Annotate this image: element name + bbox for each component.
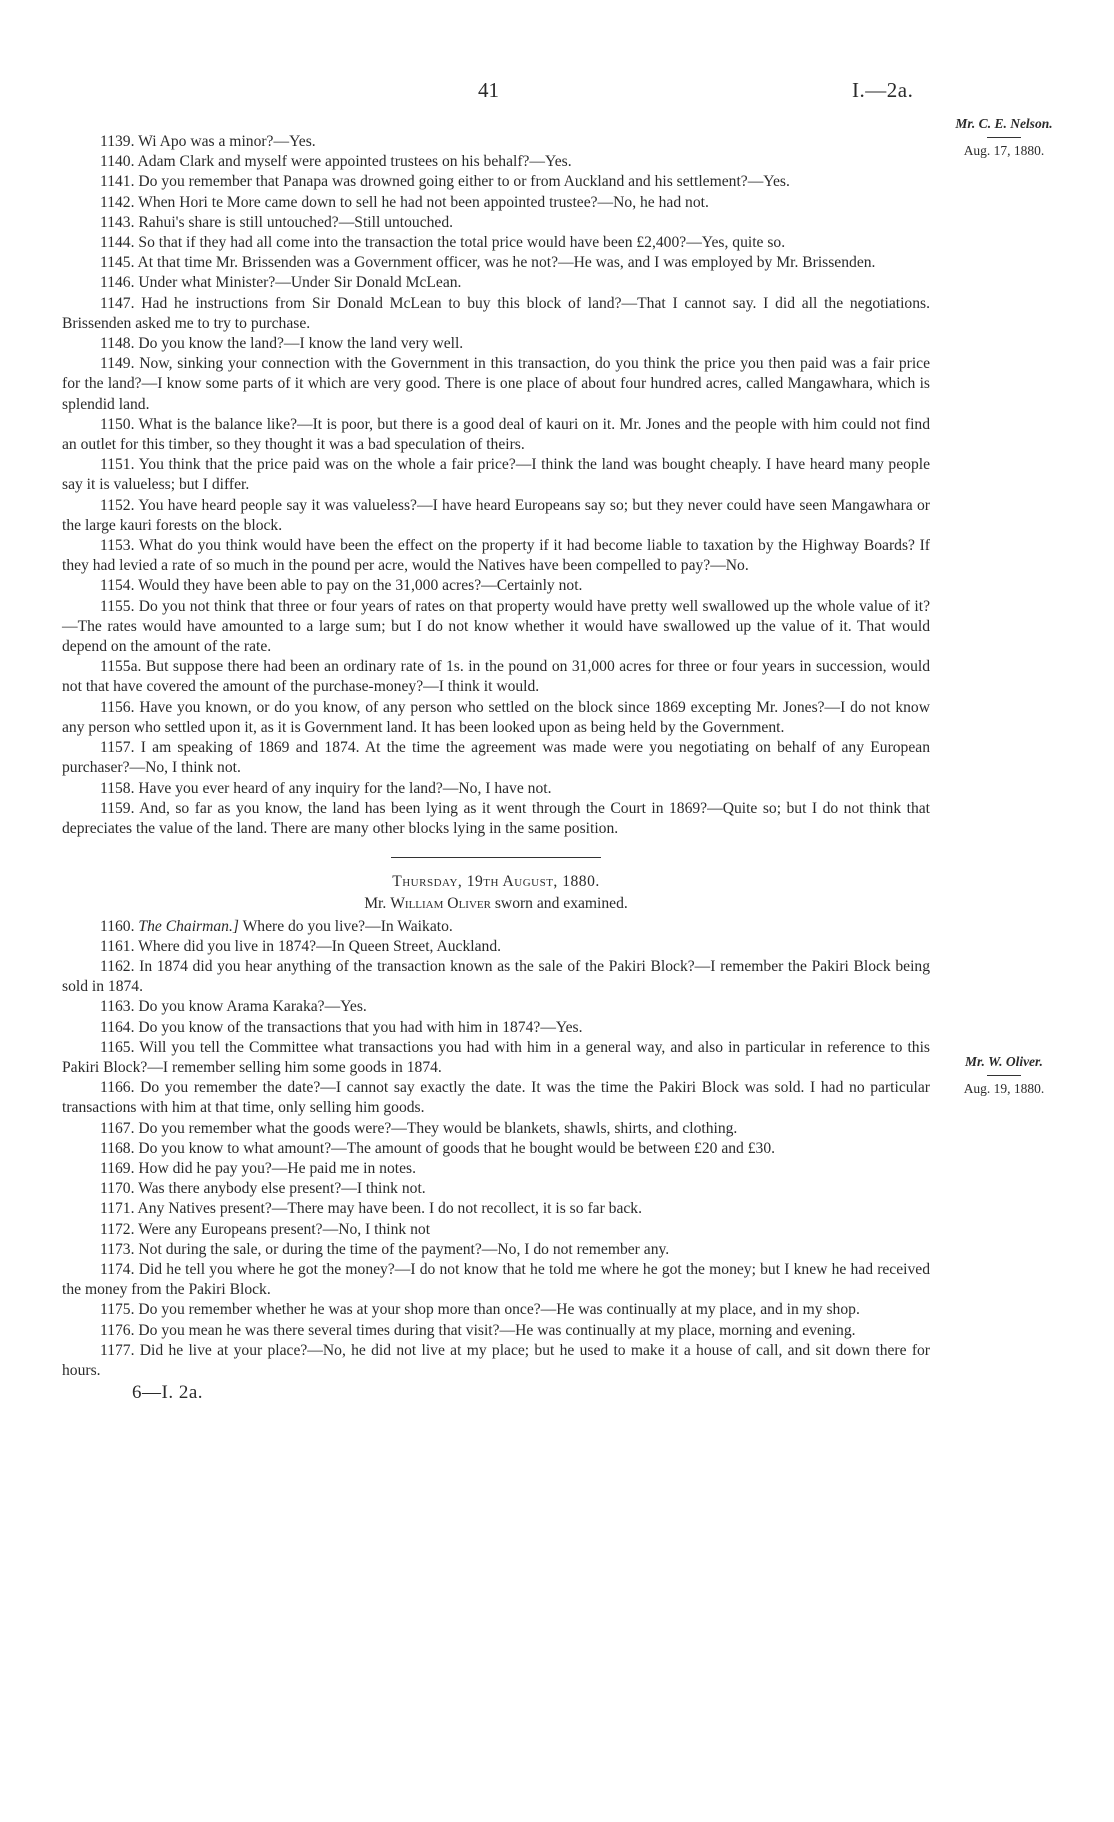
margin-note-oliver: [942, 1054, 1066, 1097]
speaker-label: The Chairman.]: [138, 917, 239, 935]
question-paragraph: 1145. At that time Mr. Brissenden was a Government officer, was he not?—He was, and I was employed by Mr. Brissenden.: [100, 254, 876, 272]
witness-name: William Oliver: [390, 895, 491, 913]
session-date: Thursday, 19th August, 1880.: [392, 873, 600, 891]
nelson-testimony: [62, 132, 930, 839]
question-paragraph: 1155. Do you not think that three or four years of rates on that property would have pretty well swallowed up the whole value of it?—The rates would have amounted to a large sum; but I do not know whether it would have swallowed up the value of it. That would depend on the amount of the rate.: [62, 597, 930, 656]
question-paragraph: 1156. Have you known, or do you know, of any person who settled on the block since 1869 excepting Mr. Jones?—I do not know any person who settled upon it, as it is Government land. It has been looked upon as being held by the Government.: [62, 698, 930, 736]
section-divider: [391, 857, 601, 858]
witness-prefix: Mr.: [364, 895, 387, 913]
question-paragraph: 1167. Do you remember what the goods were?—They would be blankets, shawls, shirts, and clothing.: [100, 1119, 738, 1137]
signature-mark: 6—I. 2a.: [132, 1382, 204, 1404]
question-paragraph: 1158. Have you ever heard of any inquiry for the land?—No, I have not.: [100, 779, 552, 797]
question-text: Where do you live?—In Waikato.: [242, 917, 453, 935]
question-paragraph: 1165. Will you tell the Committee what transactions you had with him in a general way, and also in particular in reference to this Pakiri Block?—I remember selling him some goods in 1874.: [62, 1038, 930, 1076]
question-paragraph: 1147. Had he instructions from Sir Donald McLean to buy this block of land?—That I cannot say. I did all the negotiations. Brissenden asked me to try to purchase.: [62, 294, 930, 332]
question-paragraph: 1164. Do you know of the transactions that you had with him in 1874?—Yes.: [100, 1018, 583, 1036]
question-paragraph: 1161. Where did you live in 1874?—In Queen Street, Auckland.: [100, 937, 502, 955]
question-paragraph: 1175. Do you remember whether he was at your shop more than once?—He was continually at my place, and in my shop.: [100, 1301, 860, 1319]
document-reference: I.—2a.: [852, 78, 914, 102]
margin-date: Aug. 17, 1880.: [963, 143, 1045, 158]
margin-witness-name: Mr. W. Oliver.: [965, 1054, 1043, 1069]
question-paragraph: 1172. Were any Europeans present?—No, I think not: [100, 1220, 431, 1238]
question-paragraph: 1140. Adam Clark and myself were appointed trustees on his behalf?—Yes.: [100, 153, 572, 171]
question-paragraph: 1153. What do you think would have been the effect on the property if it had become liable to taxation by the Highway Boards? If they had levied a rate of so much in the pound per acre, would the Natives have been compelled to pay?—No.: [62, 537, 930, 575]
question-paragraph: 1176. Do you mean he was there several times during that visit?—He was continually at my place, morning and evening.: [100, 1321, 856, 1339]
page-number: 41: [478, 78, 499, 102]
margin-witness-name: Mr. C. E. Nelson.: [955, 116, 1053, 131]
question-paragraph: 1151. You think that the price paid was on the whole a fair price?—I think the land was bought cheaply. I have heard many people say it is valueless; but I differ.: [62, 456, 930, 494]
question-paragraph: 1162. In 1874 did you hear anything of the transaction known as the sale of the Pakiri Block?—I remember the Pakiri Block being sold in 1874.: [62, 957, 930, 996]
question-paragraph: 1173. Not during the sale, or during the time of the payment?—No, I do not remember any.: [100, 1240, 670, 1258]
question-paragraph: 1149. Now, sinking your connection with the Government in this transaction, do you think the price you then paid was a fair price for the land?—I know some parts of it which are very good. There is one place of about four hundred acres, called Mangawhara, which is splendid land.: [62, 355, 930, 413]
question-paragraph: 1157. I am speaking of 1869 and 1874. At the time the agreement was made were you negotiating on behalf of any European purchaser?—No, I think not.: [62, 739, 930, 777]
question-paragraph: 1139. Wi Apo was a minor?—Yes.: [100, 133, 316, 150]
oliver-testimony: [62, 937, 930, 1381]
question-paragraph: 1154. Would they have been able to pay on the 31,000 acres?—Certainly not.: [100, 577, 583, 595]
question-paragraph: 1159. And, so far as you know, the land has been lying as it went through the Court in 1869?—Quite so; but I do not think that depreciates the value of the land. There are many other blocks lying in the same position.: [62, 799, 930, 837]
question-paragraph: 1142. When Hori te More came down to sell he had not been appointed trustee?—No, he had not.: [100, 193, 709, 211]
question-paragraph: 1177. Did he live at your place?—No, he did not live at my place; but he used to make it a house of call, and sit down there for hours.: [62, 1341, 930, 1379]
question-paragraph: 1141. Do you remember that Panapa was drowned going either to or from Auckland and his settlement?—Yes.: [100, 173, 790, 191]
question-paragraph: 1148. Do you know the land?—I know the land very well.: [100, 335, 464, 353]
margin-note-nelson: [942, 116, 1066, 159]
question-paragraph: 1146. Under what Minister?—Under Sir Donald McLean.: [100, 274, 462, 292]
question-paragraph: 1144. So that if they had all come into the transaction the total price would have been £2,400?—Yes, quite so.: [100, 234, 786, 252]
question-paragraph: 1163. Do you know Arama Karaka?—Yes.: [100, 998, 367, 1016]
page-header: [0, 78, 1114, 108]
witness-suffix: sworn and examined.: [494, 895, 628, 913]
question-paragraph: 1170. Was there anybody else present?—I think not.: [100, 1180, 426, 1198]
witness-heading: [62, 894, 930, 914]
question-paragraph: 1152. You have heard people say it was valueless?—I have heard Europeans say so; but they never could have seen Mangawhara or the large kauri forests on the block.: [62, 496, 930, 534]
question-paragraph: 1155a. But suppose there had been an ordinary rate of 1s. in the pound on 31,000 acres for three or four years in succession, would not that have covered the amount of the purchase-money?—I think it would.: [62, 658, 930, 696]
question-paragraph: [62, 917, 930, 937]
question-paragraph: 1169. How did he pay you?—He paid me in notes.: [100, 1159, 417, 1177]
margin-divider: [987, 137, 1021, 138]
question-number: 1160.: [100, 917, 135, 935]
question-paragraph: 1150. What is the balance like?—It is poor, but there is a good deal of kauri on it. Mr. Jones and the people with him could not find an outlet for this timber, so they thought it was a bad speculation of theirs.: [62, 415, 930, 454]
question-paragraph: 1168. Do you know to what amount?—The amount of goods that he bought would be between £20 and £30.: [100, 1139, 776, 1157]
question-paragraph: 1174. Did he tell you where he got the money?—I do not know that he told me where he got the money; but I knew he had received the money from the Pakiri Block.: [62, 1260, 930, 1299]
margin-divider: [987, 1075, 1021, 1076]
testimony-body: [62, 132, 930, 1403]
question-paragraph: 1171. Any Natives present?—There may have been. I do not recollect, it is so far back.: [100, 1200, 642, 1218]
margin-date: Aug. 19, 1880.: [963, 1081, 1045, 1096]
question-paragraph: 1166. Do you remember the date?—I cannot say exactly the date. It was the time the Pakiri Block was sold. I had no particular transactions with him at that time, only selling him goods.: [62, 1079, 930, 1117]
question-paragraph: 1143. Rahui's share is still untouched?—Still untouched.: [100, 213, 454, 231]
